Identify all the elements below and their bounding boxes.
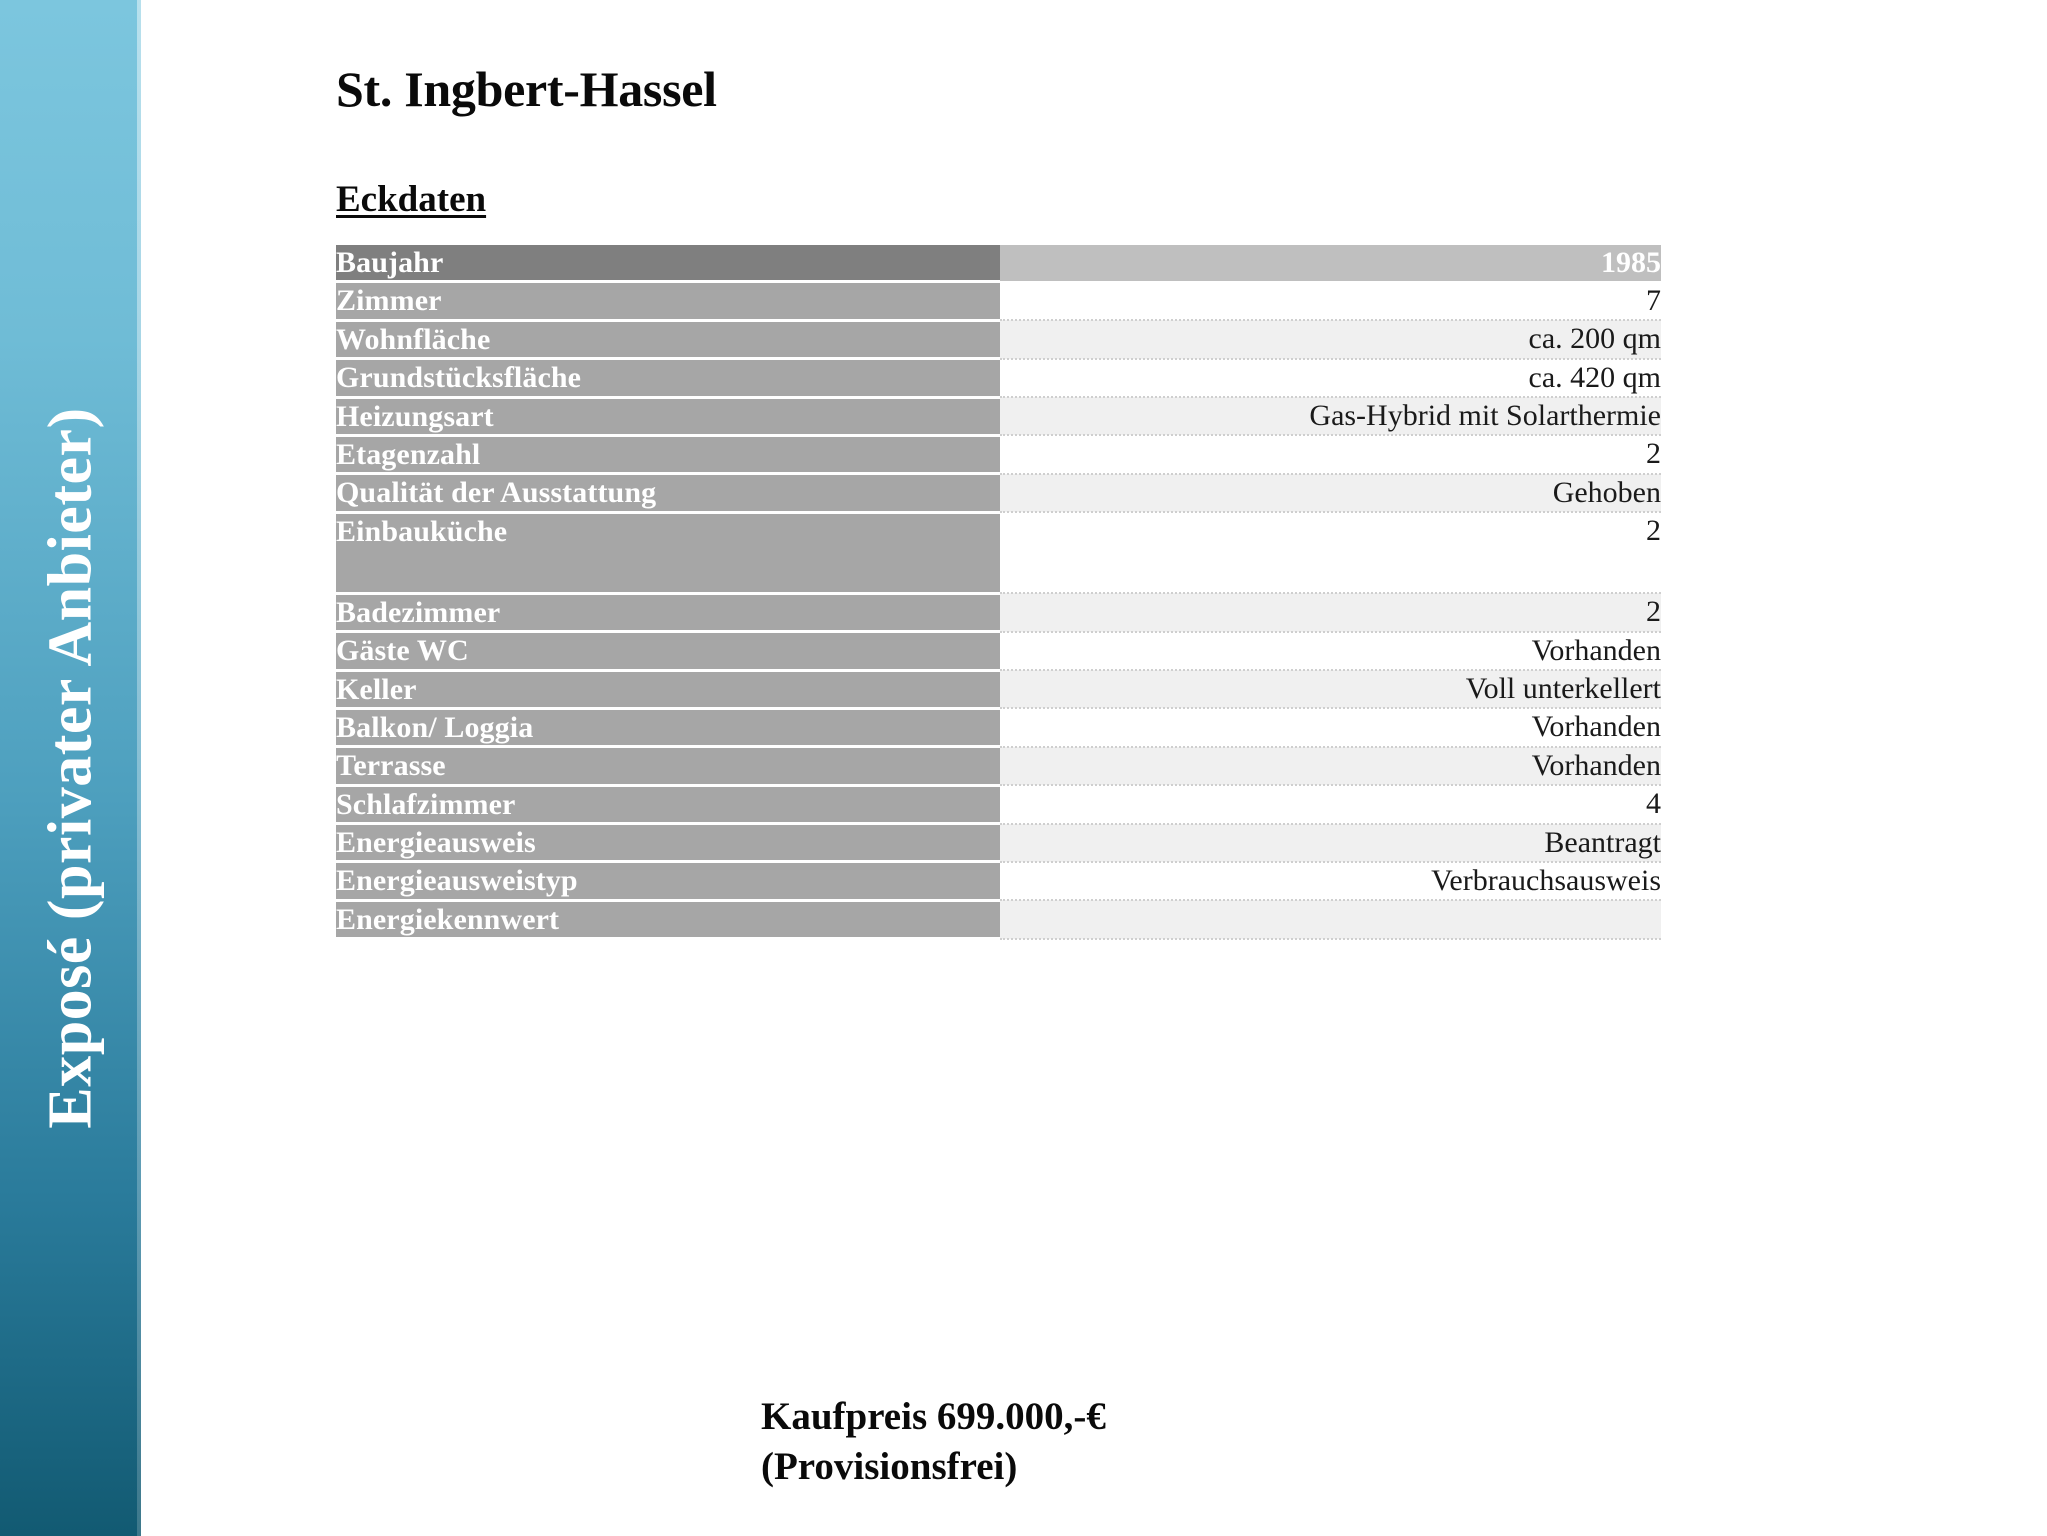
- row-value: Gas-Hybrid mit Solarthermie: [1000, 397, 1661, 435]
- row-value: Beantragt: [1000, 824, 1661, 862]
- row-label: Badezimmer: [336, 593, 1000, 631]
- row-label: Schlafzimmer: [336, 785, 1000, 823]
- row-value: Voll unterkellert: [1000, 670, 1661, 708]
- row-value: 4: [1000, 785, 1661, 823]
- table-row: [336, 824, 1661, 862]
- table-row: [336, 862, 1661, 900]
- table-row: [336, 512, 1661, 593]
- table-row: [336, 593, 1661, 631]
- row-value: 2: [1000, 593, 1661, 631]
- row-value: 2: [1000, 512, 1661, 593]
- row-label: Einbauküche: [336, 512, 1000, 593]
- table-row: [336, 785, 1661, 823]
- eckdaten-table: [336, 245, 1661, 940]
- row-label: Energieausweis: [336, 824, 1000, 862]
- table-row: [336, 670, 1661, 708]
- row-label: Baujahr: [336, 245, 1000, 282]
- row-value: 7: [1000, 282, 1661, 320]
- row-label: Heizungsart: [336, 397, 1000, 435]
- table-row: [336, 397, 1661, 435]
- banner-title: Exposé (privater Anbieter): [36, 407, 104, 1129]
- table-row: [336, 245, 1661, 282]
- table-row: [336, 359, 1661, 397]
- row-label: Etagenzahl: [336, 435, 1000, 473]
- row-value: Verbrauchsausweis: [1000, 862, 1661, 900]
- row-label: Balkon/ Loggia: [336, 708, 1000, 746]
- row-value: Vorhanden: [1000, 747, 1661, 785]
- row-value: 1985: [1000, 245, 1661, 282]
- row-value: ca. 420 qm: [1000, 359, 1661, 397]
- row-label: Wohnfläche: [336, 320, 1000, 358]
- table-row: [336, 708, 1661, 746]
- row-label: Keller: [336, 670, 1000, 708]
- row-label: Zimmer: [336, 282, 1000, 320]
- row-value: 2: [1000, 435, 1661, 473]
- content-area: [141, 0, 2047, 1536]
- row-label: Grundstücksfläche: [336, 359, 1000, 397]
- row-value: Vorhanden: [1000, 708, 1661, 746]
- row-label: Gäste WC: [336, 632, 1000, 670]
- table-row: [336, 474, 1661, 512]
- table-row: [336, 320, 1661, 358]
- table-row: [336, 282, 1661, 320]
- row-value: Gehoben: [1000, 474, 1661, 512]
- table-row: [336, 747, 1661, 785]
- price-commission-note: (Provisionsfrei): [761, 1444, 1018, 1488]
- row-label: Qualität der Ausstattung: [336, 474, 1000, 512]
- price-amount: Kaufpreis 699.000,-€: [761, 1395, 1106, 1438]
- row-label: Energieausweistyp: [336, 862, 1000, 900]
- left-banner: [0, 0, 141, 1536]
- row-value: [1000, 900, 1661, 938]
- row-label: Terrasse: [336, 747, 1000, 785]
- row-label: Energiekennwert: [336, 900, 1000, 938]
- section-heading-eckdaten: Eckdaten: [336, 179, 487, 220]
- price-block: [761, 1392, 1106, 1491]
- table-row: [336, 900, 1661, 938]
- page-title: St. Ingbert-Hassel: [336, 61, 717, 117]
- row-value: ca. 200 qm: [1000, 320, 1661, 358]
- table-row: [336, 632, 1661, 670]
- table-row: [336, 435, 1661, 473]
- row-value: Vorhanden: [1000, 632, 1661, 670]
